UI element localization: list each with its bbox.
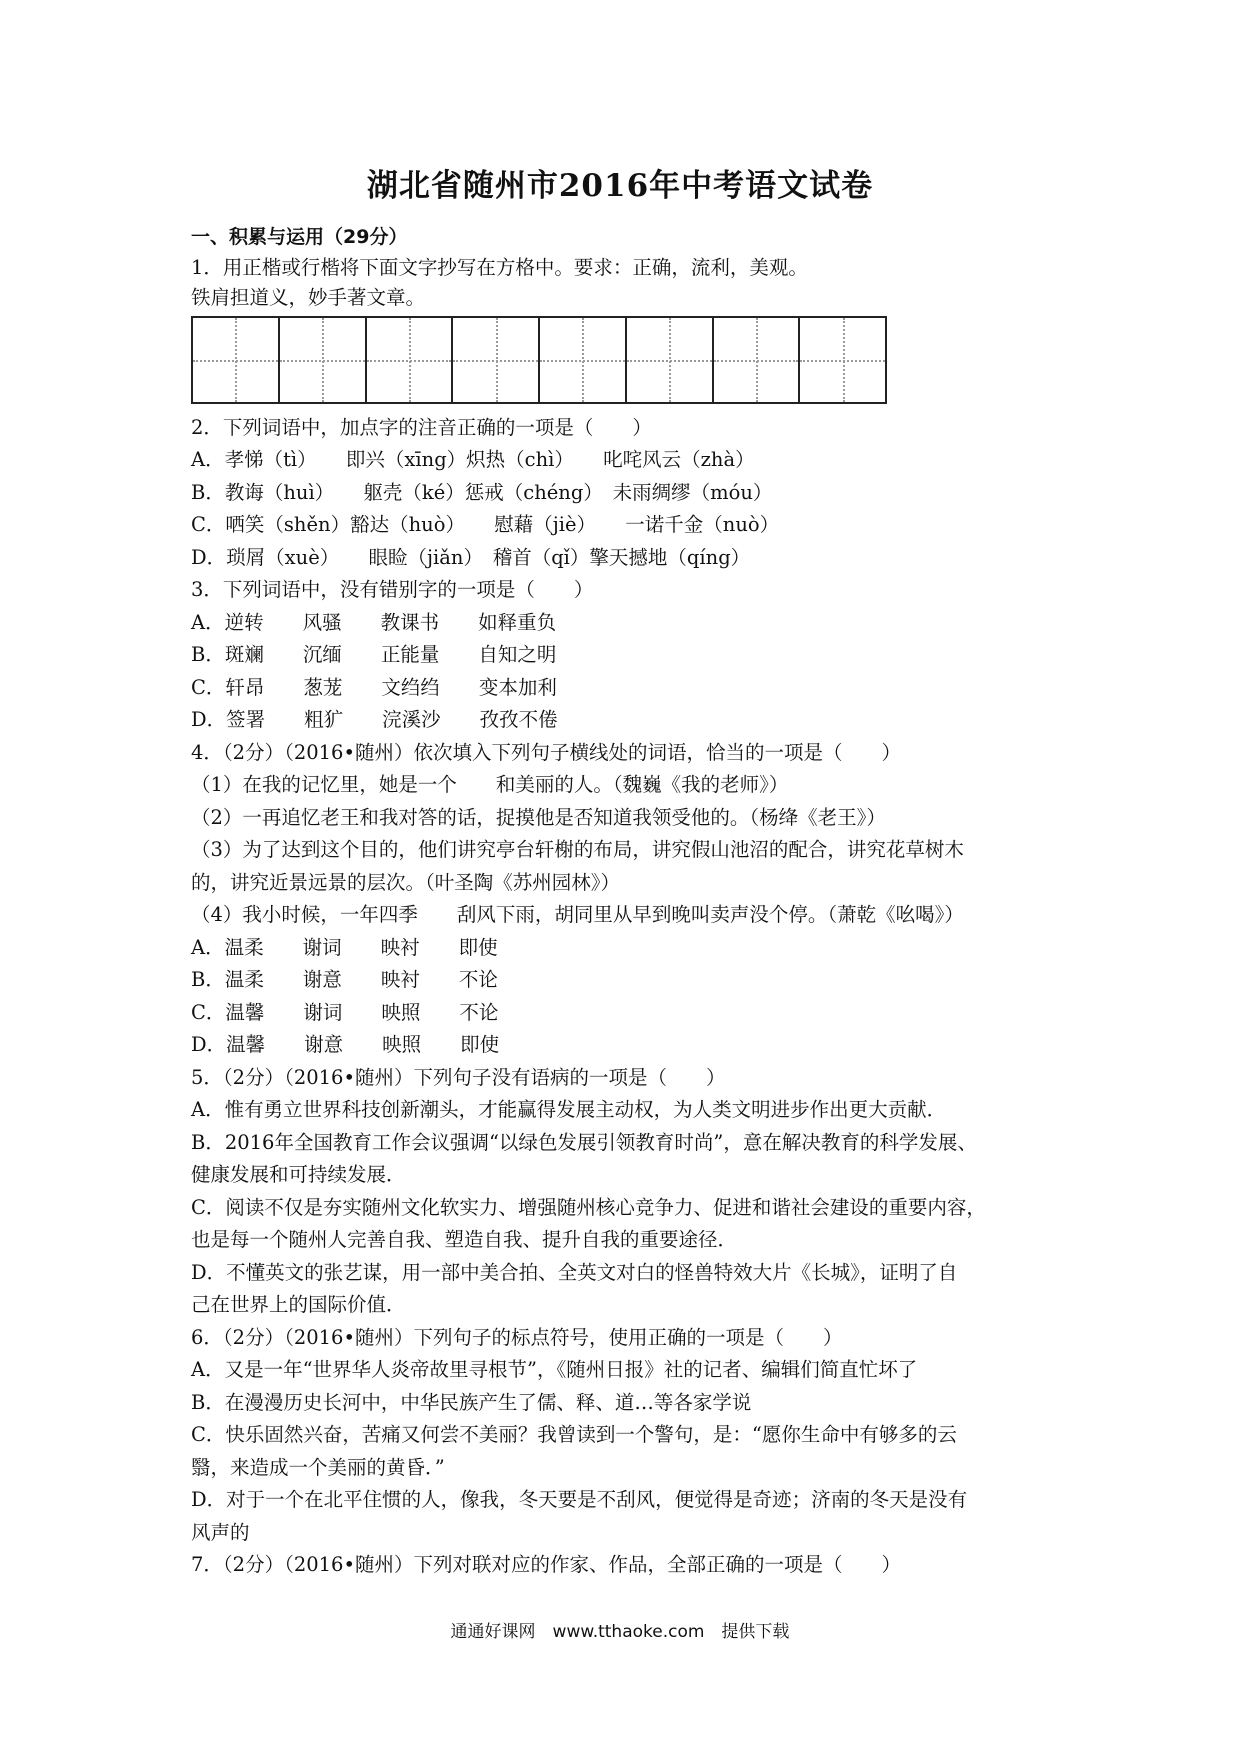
question-6-option-d: D．对于一个在北平住惯的人，像我，冬天要是不刮风，便觉得是奇迹；济南的冬天是没有 [191, 1488, 968, 1511]
grid-cell[interactable] [540, 318, 627, 402]
question-4-sentence-3-cont: 的，讲究近景远景的层次。（叶圣陶《苏州园林》） [191, 871, 621, 894]
question-6-option-b: B．在漫漫历史长河中，中华民族产生了儒、释、道…等各家学说 [191, 1391, 752, 1414]
question-6-option-c: C．快乐固然兴奋，苦痛又何尝不美丽？我曾读到一个警句，是：“愿你生命中有够多的云 [191, 1423, 957, 1446]
question-5-option-d: D．不懂英文的张艺谋，用一部中美合拍、全英文对白的怪兽特效大片《长城》，证明了自 [191, 1261, 958, 1284]
question-2-option-d: D．琐屑（xuè） 眼睑（jiǎn） 稽首（qǐ）擎天撼地（qíng） [191, 546, 751, 569]
page-title: 湖北省随州市2016年中考语文试卷 [366, 168, 874, 204]
question-6-option-d-cont: 风声的 [191, 1521, 250, 1544]
question-5-option-c-cont: 也是每一个随州人完善自我、塑造自我、提升自我的重要途径． [191, 1228, 738, 1251]
question-3-option-d: D．签署 粗犷 浣溪沙 孜孜不倦 [191, 708, 558, 731]
question-4-sentence-4: （4）我小时候，一年四季 刮风下雨，胡同里从早到晚叫卖声没个停。（萧乾《吆喝》） [191, 903, 964, 926]
question-1-prompt: 1．用正楷或行楷将下面文字抄写在方格中。要求：正确，流利，美观。 [191, 256, 808, 279]
grid-cell[interactable] [193, 318, 280, 402]
question-4-option-d: D．温馨 谢意 映照 即使 [191, 1033, 500, 1056]
question-2-option-a: A．孝悌（tì） 即兴（xīng）炽热（chì） 叱咤风云（zhà） [191, 448, 755, 471]
grid-cell[interactable] [714, 318, 801, 402]
question-7-stem: 7．（2分）（2016•随州）下列对联对应的作家、作品，全部正确的一项是（ ） [191, 1553, 901, 1576]
grid-cell[interactable] [627, 318, 714, 402]
grid-cell[interactable] [280, 318, 367, 402]
question-6-stem: 6．（2分）（2016•随州）下列句子的标点符号，使用正确的一项是（ ） [191, 1326, 843, 1349]
question-5-option-d-cont: 己在世界上的国际价值． [191, 1293, 406, 1316]
question-1-text: 铁肩担道义，妙手著文章。 [191, 286, 426, 309]
grid-cell[interactable] [367, 318, 454, 402]
question-5-option-b-cont: 健康发展和可持续发展． [191, 1163, 406, 1186]
question-3-option-b: B．斑斓 沉缅 正能量 自知之明 [191, 643, 557, 666]
question-5-option-b: B．2016年全国教育工作会议强调“以绿色发展引领教育时尚”，意在解决教育的科学发展、 [191, 1131, 977, 1154]
question-2-option-b: B．教诲（huì） 躯壳（ké）惩戒（chéng） 未雨绸缪（móu） [191, 481, 773, 504]
question-5-stem: 5．（2分）（2016•随州）下列句子没有语病的一项是（ ） [191, 1066, 726, 1089]
question-6-option-a: A．又是一年“世界华人炎帝故里寻根节”，《随州日报》社的记者、编辑们简直忙坏了 [191, 1358, 918, 1381]
question-5-option-c: C．阅读不仅是夯实随州文化软实力、增强随州核心竞争力、促进和谐社会建设的重要内容， [191, 1196, 986, 1219]
question-4-option-b: B．温柔 谢意 映衬 不论 [191, 968, 498, 991]
question-4-sentence-2: （2）一再追忆老王和我对答的话，捉摸他是否知道我领受他的。（杨绛《老王》） [191, 806, 886, 829]
question-4-option-c: C．温馨 谢词 映照 不论 [191, 1001, 499, 1024]
question-4-sentence-3: （3）为了达到这个目的，他们讲究亭台轩榭的布局，讲究假山池沼的配合，讲究花草树木 [191, 838, 964, 861]
question-5-option-a: A．惟有勇立世界科技创新潮头，才能赢得发展主动权，为人类文明进步作出更大贡献． [191, 1098, 947, 1121]
question-3-option-a: A．逆转 风骚 教课书 如释重负 [191, 611, 557, 634]
download-footer: 通通好课网 www.tthaoke.com 提供下载 [450, 1622, 790, 1642]
grid-cell[interactable] [800, 318, 885, 402]
question-4-option-a: A．温柔 谢词 映衬 即使 [191, 936, 498, 959]
question-2-stem: 2．下列词语中，加点字的注音正确的一项是（ ） [191, 416, 652, 439]
question-3-option-c: C．轩昂 葱茏 文绉绉 变本加利 [191, 676, 557, 699]
question-6-option-c-cont: 翳，来造成一个美丽的黄昏．” [191, 1456, 445, 1479]
question-3-stem: 3．下列词语中，没有错别字的一项是（ ） [191, 578, 594, 601]
question-4-sentence-1: （1）在我的记忆里，她是一个 和美丽的人。（魏巍《我的老师》） [191, 773, 789, 796]
question-2-option-c: C．哂笑（shěn）豁达（huò） 慰藉（jiè） 一诺千金（nuò） [191, 513, 780, 536]
grid-cell[interactable] [453, 318, 540, 402]
writing-grid [191, 316, 887, 404]
section-heading: 一、积累与运用（29分） [191, 226, 408, 248]
question-4-stem: 4．（2分）（2016•随州）依次填入下列句子横线处的词语，恰当的一项是（ ） [191, 741, 901, 764]
